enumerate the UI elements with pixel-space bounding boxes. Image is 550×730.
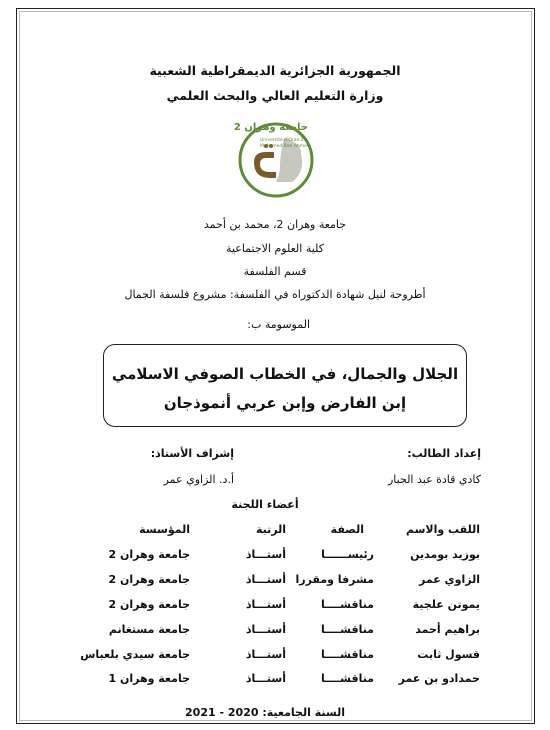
member-rank: أستـــاذ [245,648,286,661]
committee-row [0,672,550,690]
supervisor-label: إشراف الأستاذ: [150,447,234,460]
academic-year: السنة الجامعية: 2020 - 2021 [185,706,345,719]
thesis-title-line-2: إبن الفارض وإبن عربي أنموذجان [163,394,407,412]
header-qualification: الصفة [330,523,364,536]
department-name: قسم الفلسفة [243,265,307,278]
member-institution: جامعة وهران 1 [108,672,190,685]
supervisor-name: أ.د. الزاوي عمر [163,473,234,486]
header-name: اللقب والاسم [405,523,480,536]
committee-row [0,573,550,591]
member-institution: جامعة وهران 2 [108,573,190,586]
member-name: الزاوي عمر [419,573,480,586]
committee-row [0,623,550,641]
thesis-description: أطروحة لنيل شهادة الدكتوراه في الفلسفة: مشروع فلسفة الجمال [124,288,426,301]
republic-heading: الجمهورية الجزائرية الديمقراطية الشعبية [149,63,401,78]
member-qualification: مشرفا ومقررا [295,573,374,586]
entitled-label: الموسومة ب: [247,318,310,331]
member-qualification: مناقشــــا [321,648,374,661]
thesis-title-line-1: الجلال والجمال، في الخطاب الصوفي الاسلامي [111,365,459,383]
logo-latin-line-2: Mohamed Ben Ahmed [260,144,310,149]
committee-title: أعضاء اللجنة [231,498,299,511]
thesis-title-box [103,344,467,427]
member-qualification: رئيســــــا [321,548,374,561]
logo-arabic-text: جامعة وهران 2 [233,122,308,133]
member-rank: أستـــاذ [245,573,286,586]
member-qualification: مناقشــــا [321,623,374,636]
member-name: بوزيد بومدين [410,548,480,561]
header-rank: الرتبة [255,523,286,536]
member-rank: أستـــاذ [245,548,286,561]
member-institution: جامعة مستغانم [108,623,190,636]
member-institution: جامعة سيدي بلعباس [80,648,190,661]
member-qualification: مناقشــــا [321,672,374,685]
member-name: قسول ثابت [417,648,480,661]
committee-row [0,548,550,566]
member-name: حمدادو بن عمر [398,672,480,685]
member-name: يموتن علجية [412,598,480,611]
member-name: براهيم أحمد [415,623,480,636]
student-name: كادي قادة عبد الجبار [387,473,481,486]
committee-row [0,648,550,666]
member-rank: أستـــاذ [245,598,286,611]
faculty-name: كلية العلوم الاجتماعية [226,242,324,255]
university-logo [233,118,316,198]
member-qualification: مناقشــــا [321,598,374,611]
university-name: جامعة وهران 2، محمد بن أحمد [203,218,347,231]
committee-row [0,598,550,616]
ministry-heading: وزارة التعليم العالي والبحث العلمي [166,88,384,103]
member-institution: جامعة وهران 2 [108,598,190,611]
logo-latin-line-1: Université d'Oran 2 [260,138,304,143]
member-rank: أستـــاذ [245,623,286,636]
header-institution: المؤسسة [139,523,190,536]
student-label: إعداد الطالب: [407,447,481,460]
member-rank: أستـــاذ [245,672,286,685]
member-institution: جامعة وهران 2 [108,548,190,561]
